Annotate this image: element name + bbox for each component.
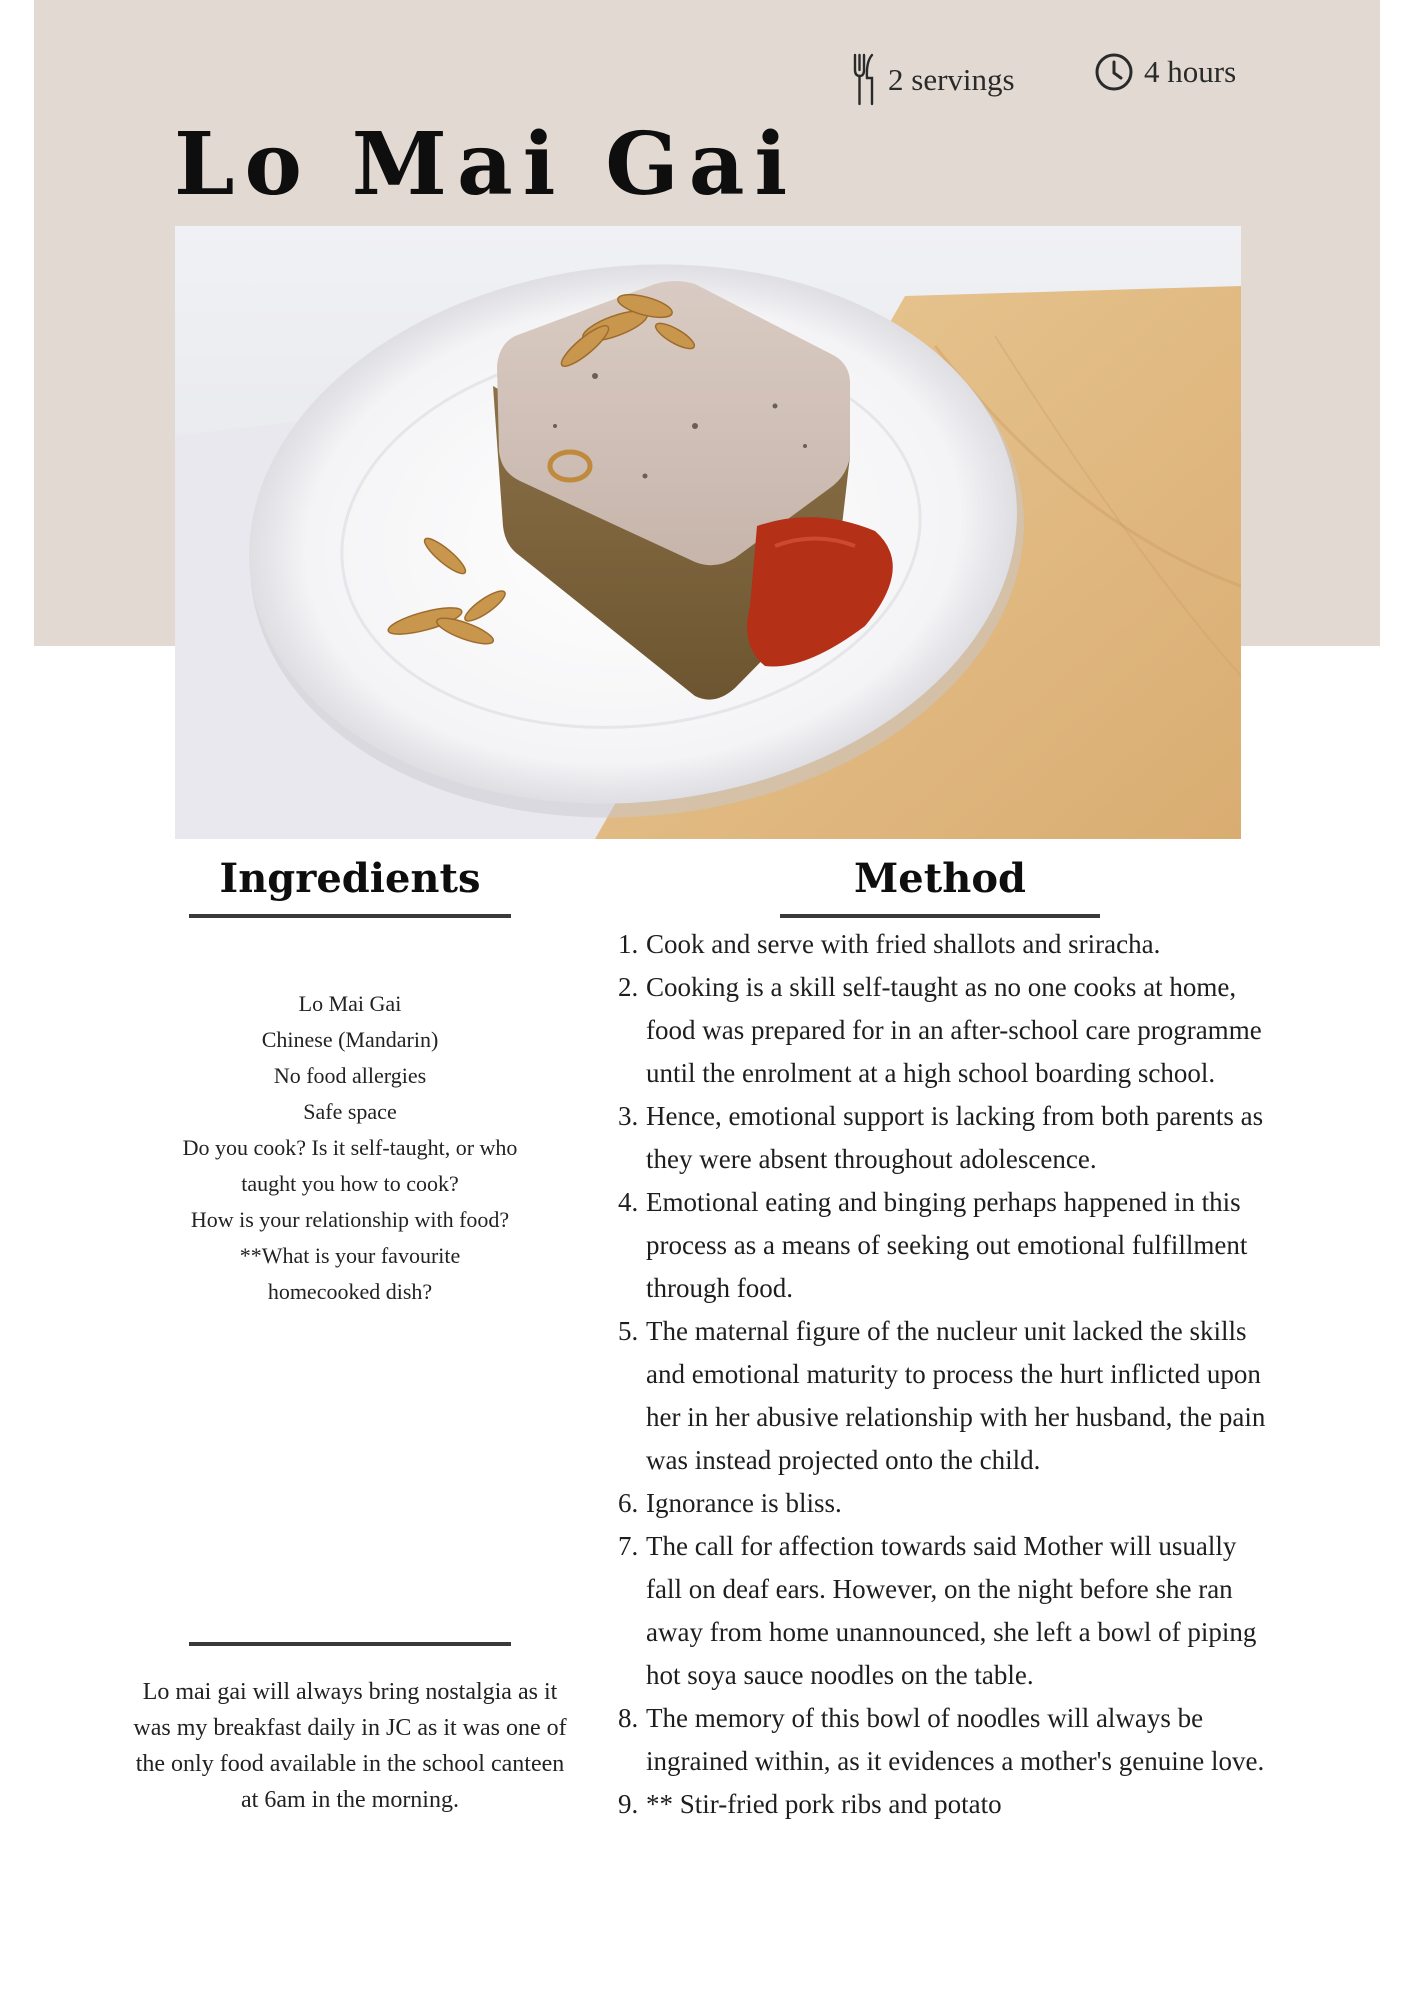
step-number: 1. [618, 929, 639, 959]
step-number: 7. [618, 1531, 639, 1561]
step-text: Cooking is a skill self-taught as no one cooks at home, food was prepared for in an after-school care programme until the enrolment at a high school boarding school. [646, 972, 1262, 1088]
step-number: 6. [618, 1488, 639, 1518]
ingredient-item: **What is your favourite homecooked dish? [239, 1243, 461, 1304]
method-step [618, 1181, 1278, 1310]
method-heading-rule [780, 914, 1100, 918]
ingredient-item: Lo Mai Gai [298, 991, 402, 1016]
step-text: The maternal figure of the nucleur unit lacked the skills and emotional maturity to process the hurt inflicted upon her in her abusive relationship with her husband, the pain was instead projected onto the child. [646, 1316, 1266, 1475]
method-step [618, 1697, 1278, 1783]
time-info [1094, 52, 1236, 92]
step-text: Ignorance is bliss. [646, 1488, 842, 1518]
ingredient-item: Safe space [303, 1099, 397, 1124]
ingredients-list [160, 986, 540, 1310]
nostalgia-note: Lo mai gai will always bring nostalgia as it was my breakfast daily in JC as it was one of the only food available in the school canteen at 6am in the morning. [133, 1679, 567, 1813]
step-text: Cook and serve with fried shallots and sriracha. [646, 929, 1161, 959]
method-step [618, 1310, 1278, 1482]
ingredient-item: Chinese (Mandarin) [261, 1027, 439, 1052]
method-step [618, 966, 1278, 1095]
step-number: 8. [618, 1703, 639, 1733]
step-number: 3. [618, 1101, 639, 1131]
method-heading: Method [854, 855, 1026, 902]
method-step [618, 1095, 1278, 1181]
note-divider [189, 1642, 511, 1646]
servings-text: 2 servings [888, 62, 1015, 97]
method-step [618, 923, 1278, 966]
clock-icon [1094, 52, 1134, 92]
method-list [618, 923, 1278, 1826]
step-number: 9. [618, 1789, 639, 1819]
dish-photo [175, 226, 1241, 839]
method-step [618, 1783, 1278, 1826]
fork-knife-icon [852, 52, 878, 108]
ingredient-item: No food allergies [273, 1063, 427, 1088]
step-text: The call for affection towards said Mother will usually fall on deaf ears. However, on the night before she ran away from home unannounced, she left a bowl of piping hot soya sauce noodles on the table. [646, 1531, 1257, 1690]
time-text: 4 hours [1144, 54, 1237, 89]
step-number: 5. [618, 1316, 639, 1346]
step-text: Hence, emotional support is lacking from both parents as they were absent throughout adolescence. [646, 1101, 1264, 1174]
method-step [618, 1525, 1278, 1697]
ingredient-item: How is your relationship with food? [190, 1207, 510, 1232]
step-number: 2. [618, 972, 639, 1002]
step-text: Emotional eating and binging perhaps happened in this process as a means of seeking out emotional fulfillment through food. [646, 1187, 1248, 1303]
ingredients-heading-rule [189, 914, 511, 918]
servings-info [852, 52, 1015, 108]
recipe-title: Lo Mai Gai [174, 114, 798, 215]
step-text: ** Stir-fried pork ribs and potato [646, 1789, 1002, 1819]
ingredient-item: Do you cook? Is it self-taught, or who taught you how to cook? [182, 1135, 518, 1196]
step-number: 4. [618, 1187, 639, 1217]
method-step [618, 1482, 1278, 1525]
ingredients-heading: Ingredients [219, 855, 481, 902]
step-text: The memory of this bowl of noodles will always be ingrained within, as it evidences a mother's genuine love. [646, 1703, 1265, 1776]
